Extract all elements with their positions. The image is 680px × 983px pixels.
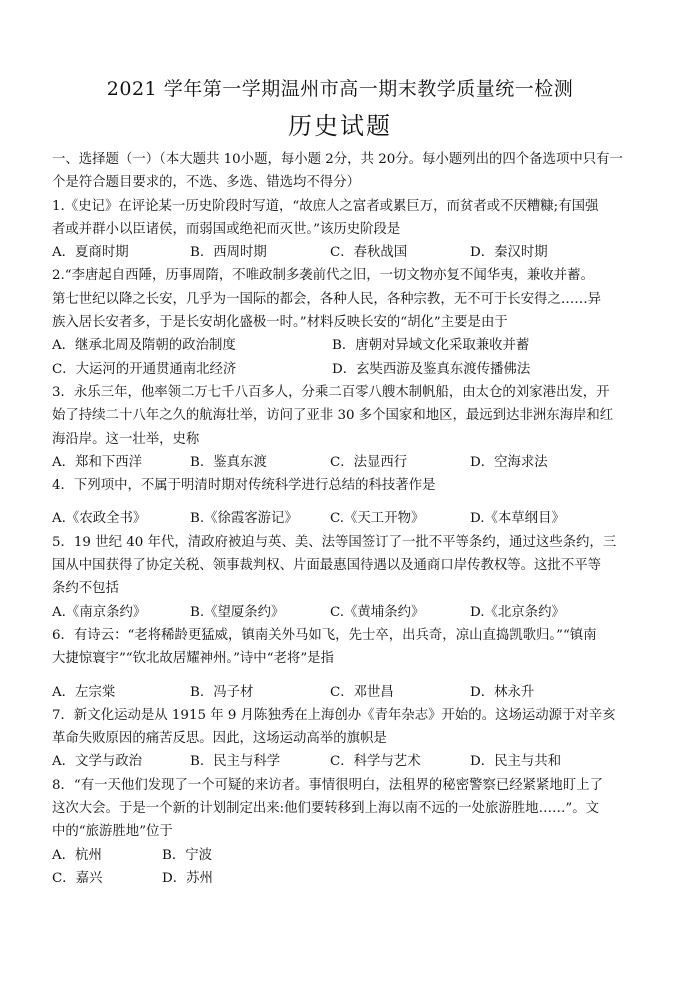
- question-4-text-line-1: 4．下列项中，不属于明清时期对传统科学进行总结的科技著作是: [52, 478, 436, 494]
- question-8-options-row-2: [52, 867, 642, 890]
- question-6-option-b: B．冯子材: [190, 684, 254, 700]
- question-4-option-d: D.《本草纲目》: [470, 511, 565, 527]
- question-1-option-a: A．夏商时期: [52, 245, 129, 261]
- question-2-text-line-2: 第七世纪以降之长安，几乎为一国际的都会，各种人民，各种宗教，无不可于长安得之……异: [52, 291, 602, 307]
- question-1-text-line-2: 者或并群小以臣诸侯，而弱国或绝祀而灭世。”该历史阶段是: [52, 221, 401, 237]
- question-4-option-c: C.《天工开物》: [330, 511, 425, 527]
- question-1-option-b: B．西周时期: [190, 245, 267, 261]
- question-5-option-b: B.《望厦条约》: [190, 604, 285, 620]
- spacer: [52, 497, 642, 507]
- section-instructions-line-2: 个是符合题目要求的，不选、多选、错选均不得分）: [52, 175, 360, 191]
- question-1-options: [52, 241, 642, 264]
- question-6-option-d: D．林永升: [470, 684, 535, 700]
- question-5-options: [52, 601, 642, 624]
- question-2-option-b: B．唐朝对异域文化采取兼收并蓄: [332, 338, 530, 354]
- question-8-text-line-2: 这次大会。于是一个新的计划制定出来:他们要转移到上海以南不远的一处旅游胜地……”。文: [52, 801, 599, 817]
- question-2-option-c: C．大运河的开通贯通南北经济: [52, 361, 237, 377]
- question-8-options-row-1: [52, 844, 642, 867]
- question-8-option-d: D．苏州: [162, 870, 213, 886]
- question-2-text-line-1: 2.“李唐起自西陲，历事周隋，不唯政制多袭前代之旧，一切文物亦复不闻华夷，兼收并蓄。: [52, 268, 594, 284]
- question-2-options-row-2: [52, 358, 642, 381]
- question-8-text-line-1: 8．“有一天他们发现了一个可疑的来访者。事情很明白，法租界的秘密警察已经紧紧地盯上了: [52, 777, 603, 793]
- question-4-option-a: A.《农政全书》: [52, 511, 147, 527]
- question-3-option-c: C．法显西行: [330, 454, 408, 470]
- question-7-option-c: C．科学与艺术: [330, 754, 421, 770]
- question-5-text-line-3: 条约不包括: [52, 581, 119, 597]
- exam-subtitle: 历史试题: [288, 112, 392, 140]
- exam-title: 2021 学年第一学期温州市高一期末教学质量统一检测: [106, 78, 574, 100]
- question-3-option-d: D．空海求法: [470, 454, 548, 470]
- question-6-options: [52, 681, 642, 704]
- question-6-option-a: A．左宗棠: [52, 684, 116, 700]
- question-7-option-a: A．文学与政治: [52, 754, 143, 770]
- question-8-option-b: B．宁波: [162, 847, 213, 863]
- question-8-option-a: A．杭州: [52, 847, 102, 863]
- question-5-option-a: A.《南京条约》: [52, 604, 147, 620]
- question-7-option-b: B．民主与科学: [190, 754, 281, 770]
- question-2-text-line-3: 族入居长安者多，于是长安胡化盛极一时。”材料反映长安的“胡化”主要是由于: [52, 315, 508, 331]
- question-3-option-a: A．郑和下西洋: [52, 454, 143, 470]
- question-4-option-b: B.《徐霞客游记》: [190, 511, 298, 527]
- question-2-option-d: D．玄奘西游及鉴真东渡传播佛法: [332, 361, 531, 377]
- question-6-text-line-1: 6．有诗云：“老将稀龄更猛威，镇南关外马如飞，先士卒，出兵奇，凉山直捣凯歌归。”“镇南: [52, 627, 597, 643]
- question-5-text-line-2: 国从中国获得了协定关税、领事裁判权、片面最惠国待遇以及通商口岸传教权等。这批不平等: [52, 558, 602, 574]
- spacer: [52, 671, 642, 681]
- question-2-option-a: A．继承北周及隋朝的政治制度: [52, 338, 236, 354]
- question-6-option-c: C．邓世昌: [330, 684, 394, 700]
- exam-content: [52, 148, 642, 890]
- question-2-options-row-1: [52, 334, 642, 357]
- section-instructions-line-1: 一、选择题（一）（本大题共 10小题，每小题 2分，共 20分。每小题列出的四个备选项中只有一: [52, 152, 623, 167]
- question-3-text-line-1: 3．永乐三年，他率领二万七千八百多人，分乘二百零八艘木制帆船，由太仓的刘家港出发，开: [52, 384, 610, 400]
- question-7-option-d: D．民主与共和: [470, 754, 562, 770]
- question-4-options: [52, 507, 642, 530]
- question-8-text-line-3: 中的“旅游胜地”位于: [52, 824, 173, 840]
- question-1-option-c: C．春秋战国: [330, 245, 408, 261]
- question-3-option-b: B．鉴真东渡: [190, 454, 267, 470]
- question-1-text-line-1: 1.《史记》在评论某一历史阶段时写道，“故庶人之富者或累巨万，而贫者或不厌糟糠;有国强: [52, 198, 599, 214]
- question-5-option-c: C.《黄埔条约》: [330, 604, 425, 620]
- question-7-text-line-1: 7．新文化运动是从 1915 年 9 月陈独秀在上海创办《青年杂志》开始的。这场运动源于对辛亥: [52, 707, 616, 723]
- question-5-text-line-1: 5．19 世纪 40 年代，清政府被迫与英、美、法等国签订了一批不平等条约，通过这些条约，三: [52, 534, 617, 550]
- question-7-options: [52, 750, 642, 773]
- question-3-options: [52, 451, 642, 474]
- question-6-text-line-2: 大捷惊寰宇”“钦北故居耀神州。”诗中“老将”是指: [52, 651, 334, 667]
- question-1-option-d: D．秦汉时期: [470, 245, 548, 261]
- question-7-text-line-2: 革命失败原因的痛苦反思。因此，这场运动高举的旗帜是: [52, 731, 387, 747]
- question-3-text-line-2: 始了持续二十八年之久的航海壮举，访问了亚非 30 多个国家和地区，最远到达非洲东海岸和红: [52, 408, 614, 424]
- question-8-option-c: C．嘉兴: [52, 870, 103, 886]
- question-5-option-d: D.《北京条约》: [470, 604, 565, 620]
- question-3-text-line-3: 海沿岸。这一壮举，史称: [52, 431, 200, 447]
